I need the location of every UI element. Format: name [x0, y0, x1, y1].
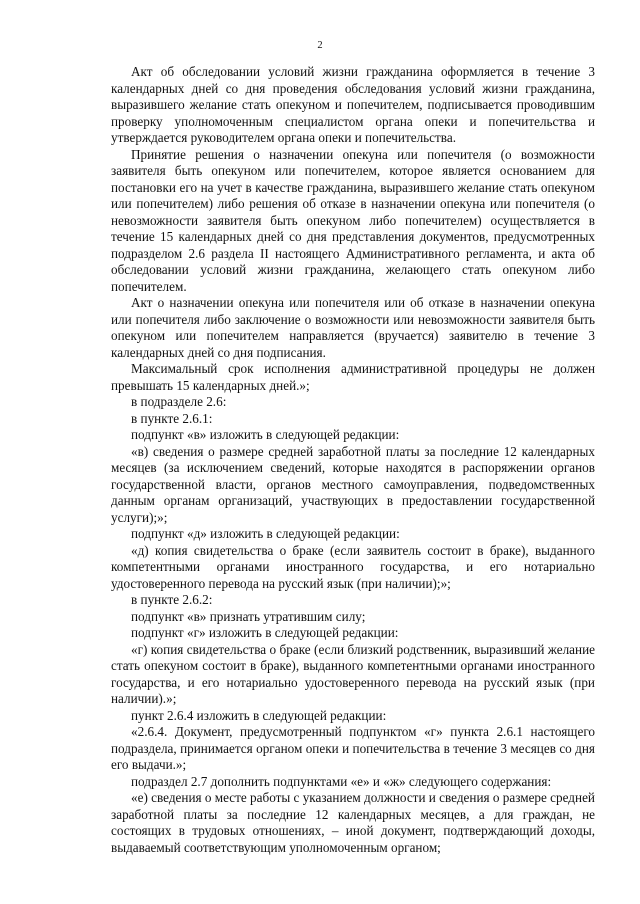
- paragraph: пункт 2.6.4 изложить в следующей редакции:: [131, 707, 387, 723]
- paragraph: Акт об обследовании условий жизни гражданина оформляется в течение 3 календарных дней со дня проведения обследования условий жизни гражданина, выразившего желание стать опекуном и попечителем, подписывается проводившим проверку уполномоченным специалистом органа опеки и попечительства и утверждается руководителем органа опеки и попечительства.: [111, 64, 595, 145]
- paragraph: «в) сведения о размере средней заработной платы за последние 12 календарных месяцев (за исключением сведений, которые находятся в распоряжении органов государственной власти, органов местного самоуправления, подведомственных данным органам организаций, участвующих в предоставлении государственной услуги);»;: [111, 443, 595, 525]
- paragraph: подпункт «г» изложить в следующей редакции:: [131, 625, 399, 640]
- paragraph: Максимальный срок исполнения административной процедуры не должен превышать 15 календарных дней.»;: [111, 361, 595, 393]
- paragraph: в пункте 2.6.2:: [131, 592, 213, 607]
- document-body: [111, 64, 595, 856]
- paragraph: подпункт «в» признать утратившим силу;: [131, 608, 366, 624]
- paragraph: Принятие решения о назначении опекуна или попечителя (о возможности заявителя быть опекуном или попечителем, которое является основанием для постановки его на учет в качестве гражданина, выразившего желание стать опекуном или попечителем) либо решения об отказе в назначении опекуна или попечителя (о невозможности заявителя быть опекуном либо попечителем) осуществляется в течение 15 календарных дней со дня представления документов, предусмотренных подразделом 2.6 раздела II настоящего Административного регламента, и акта об обследовании условий жизни гражданина, желающего стать опекуном либо попечителем.: [111, 146, 595, 294]
- paragraph: «д) копия свидетельства о браке (если заявитель состоит в браке), выданного компетентными органами иностранного государства, и его нотариально удостоверенного перевода на русский язык (при наличии);»;: [111, 542, 595, 591]
- paragraph: подраздел 2.7 дополнить подпунктами «е» и «ж» следующего содержания:: [131, 773, 552, 789]
- paragraph: подпункт «д» изложить в следующей редакции:: [131, 526, 400, 541]
- paragraph: подпункт «в» изложить в следующей редакции:: [131, 427, 400, 442]
- paragraph: «е) сведения о месте работы с указанием должности и сведения о размере средней заработной платы за последние 12 календарных месяцев, а для граждан, не состоящих в трудовых отношениях, – иной документ, подтверждающий доходы, выдаваемый соответствующим уполномоченным органом;: [111, 790, 595, 855]
- page-number: 2: [317, 40, 323, 51]
- paragraph: «г) копия свидетельства о браке (если близкий родственник, выразивший желание стать опекуном состоит в браке), выданного компетентными органами иностранного государства, и его нотариально удостоверенного перевода на русский язык (при наличии).»;: [111, 641, 595, 706]
- paragraph: в подразделе 2.6:: [131, 394, 227, 409]
- paragraph: в пункте 2.6.1:: [131, 410, 213, 426]
- paragraph: Акт о назначении опекуна или попечителя или об отказе в назначении опекуна или попечителя либо заключение о возможности или невозможности заявителя быть опекуном или попечителем направляется (вручается) заявителю в течение 3 календарных дней со дня подписания.: [111, 295, 595, 360]
- paragraph: «2.6.4. Документ, предусмотренный подпунктом «г» пункта 2.6.1 настоящего подраздела, принимается органом опеки и попечительства в течение 3 месяцев со дня его выдачи.»;: [111, 724, 595, 772]
